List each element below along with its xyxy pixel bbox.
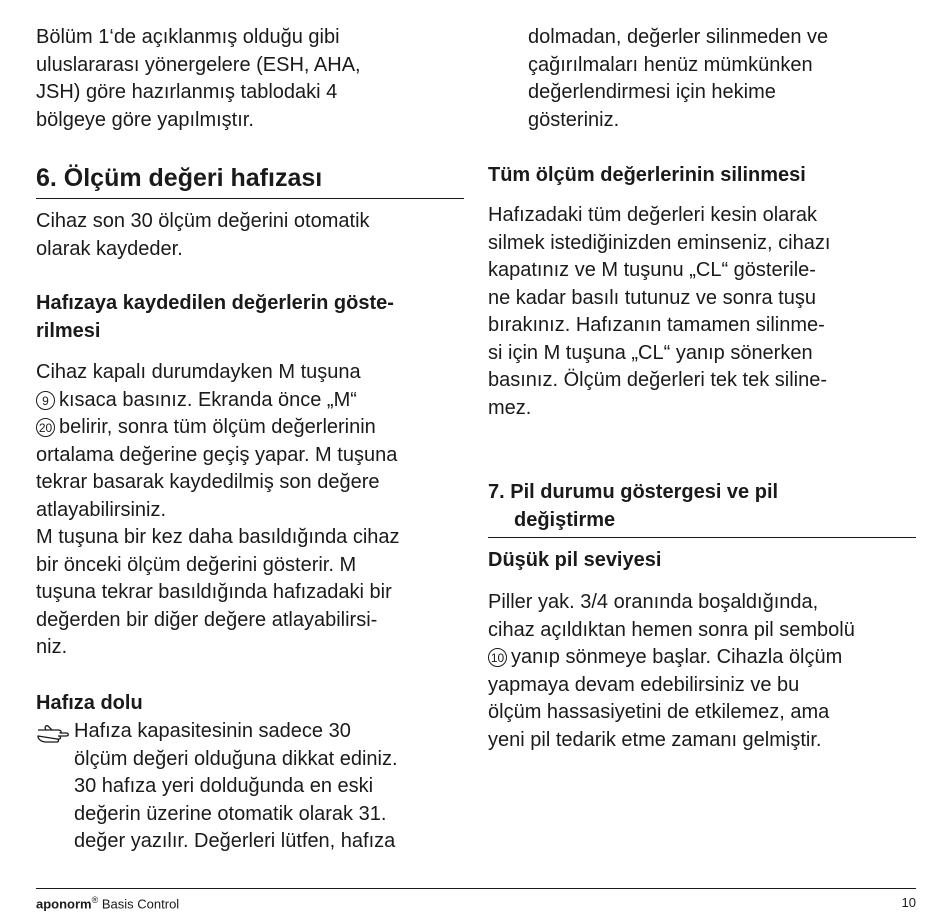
text-line: atlayabilirsiniz.: [36, 498, 167, 521]
text-line: Cihaz son 30 ölçüm değerini otomatik: [36, 210, 370, 232]
subheading-memory-full: [36, 690, 464, 718]
subheading-line: rilmesi: [36, 319, 101, 342]
text-line: Hafıza kapasitesinin sadece 30: [74, 720, 351, 742]
text-span: kısaca basınız. Ekranda önce „M“: [59, 388, 357, 411]
text-line: kapatınız ve M tuşunu „CL“ gösterile-: [488, 259, 816, 281]
page-footer: [36, 888, 916, 911]
text-line: bölgeye göre yapılmıştır.: [36, 108, 254, 131]
text-line: basınız. Ölçüm değerleri tek tek siline-: [488, 369, 828, 391]
text-line: uluslararası yönergelere (ESH, AHA,: [36, 53, 361, 76]
brand-name: aponorm: [36, 896, 92, 912]
text-line: ölçüm hassasiyetini de etkilemez, ama: [488, 701, 830, 723]
note-continuation: [528, 24, 928, 134]
text-line: değerden bir diğer değere atlayabilirsi-: [36, 608, 378, 631]
registered-mark: ®: [91, 895, 99, 905]
text-line: bırakınız. Hafızanın tamamen silinme-: [488, 314, 825, 336]
section-7-heading-block: [488, 479, 916, 538]
text-line: olarak kaydeder.: [36, 237, 183, 260]
subheading-low-battery: [488, 547, 916, 575]
text-line: M tuşuna bir kez daha basıldığında cihaz: [36, 526, 400, 548]
text-line: Piller yak. 3/4 oranında boşaldığında,: [488, 591, 819, 613]
footer-product: [36, 895, 179, 911]
text-line: Hafızadaki tüm değerleri kesin olarak: [488, 204, 818, 226]
text-line: cihaz açıldıktan hemen sonra pil sembolü: [488, 618, 855, 641]
text-line-with-ref: [36, 414, 464, 442]
text-line: ölçüm değeri olduğuna dikkat ediniz.: [74, 747, 398, 770]
text-line-with-ref: [36, 387, 464, 415]
text-line: tekrar basarak kaydedilmiş son değere: [36, 471, 380, 493]
ref-9-marker: 9: [36, 391, 55, 410]
text-line: silmek istediğinizden eminseniz, cihazı: [488, 231, 831, 254]
text-line: dolmadan, değerler silinmeden ve: [528, 26, 829, 48]
text-line: si için M tuşuna „CL“ yanıp sönerken: [488, 341, 813, 364]
text-span: belirir, sonra tüm ölçüm değerlerinin: [59, 416, 376, 438]
text-line: ortalama değerine geçiş yapar. M tuşuna: [36, 443, 398, 466]
subheading-line: Hafıza dolu: [36, 692, 143, 714]
text-line-with-ref: [488, 644, 928, 672]
section-6-intro: [36, 208, 464, 263]
product-name: Basis Control: [98, 896, 180, 912]
subheading-delete-all: [488, 162, 916, 190]
page-number: 10: [901, 895, 916, 910]
text-line: gösteriniz.: [528, 108, 620, 131]
text-line: yeni pil tedarik etme zamanı gelmiştir.: [488, 728, 822, 751]
section-6-heading-block: [36, 163, 464, 199]
text-line: mez.: [488, 396, 532, 419]
text-span: yanıp sönmeye başlar. Cihazla ölçüm: [511, 646, 843, 668]
pointing-hand-icon: [36, 722, 72, 744]
text-line: Cihaz kapalı durumdayken M tuşuna: [36, 361, 361, 383]
section-7-title-line: 7. Pil durumu göstergesi ve pil: [488, 481, 779, 503]
text-line: Bölüm 1‘de açıklanmış olduğu gibi: [36, 26, 340, 48]
text-line: değer yazılır. Değerleri lütfen, hafıza: [74, 830, 396, 852]
subheading-line: Tüm ölçüm değerlerinin silinmesi: [488, 164, 806, 186]
intro-paragraph: [36, 24, 464, 134]
text-line: değerlendirmesi için hekime: [528, 81, 776, 103]
text-line: bir önceki ölçüm değerini gösterir. M: [36, 553, 357, 576]
text-line: yapmaya devam edebilirsiniz ve bu: [488, 673, 800, 696]
subheading-line: Düşük pil seviyesi: [488, 549, 662, 571]
ref-10-marker: 10: [488, 648, 507, 667]
memory-display-paragraph: [36, 359, 464, 662]
ref-20-marker: 20: [36, 418, 55, 437]
delete-all-paragraph: [488, 202, 916, 422]
text-line: çağırılmaları henüz mümkünken: [528, 53, 813, 76]
text-line: 30 hafıza yeri dolduğunda en eski: [74, 775, 374, 797]
text-line: değerin üzerine otomatik olarak 31.: [74, 802, 387, 825]
subheading-memory-display: [36, 290, 464, 345]
text-line: niz.: [36, 636, 68, 658]
low-battery-paragraph: [488, 589, 928, 754]
text-line: tuşuna tekrar basıldığında hafızadaki bir: [36, 581, 392, 603]
section-6-title: 6. Ölçüm değeri hafızası: [36, 164, 323, 192]
text-line: JSH) göre hazırlanmış tablodaki 4: [36, 81, 338, 103]
memory-full-note: [36, 718, 502, 856]
text-line: ne kadar basılı tutunuz ve sonra tuşu: [488, 286, 816, 309]
section-7-title-line: değiştirme: [514, 508, 616, 531]
subheading-line: Hafızaya kaydedilen değerlerin göste-: [36, 292, 394, 314]
